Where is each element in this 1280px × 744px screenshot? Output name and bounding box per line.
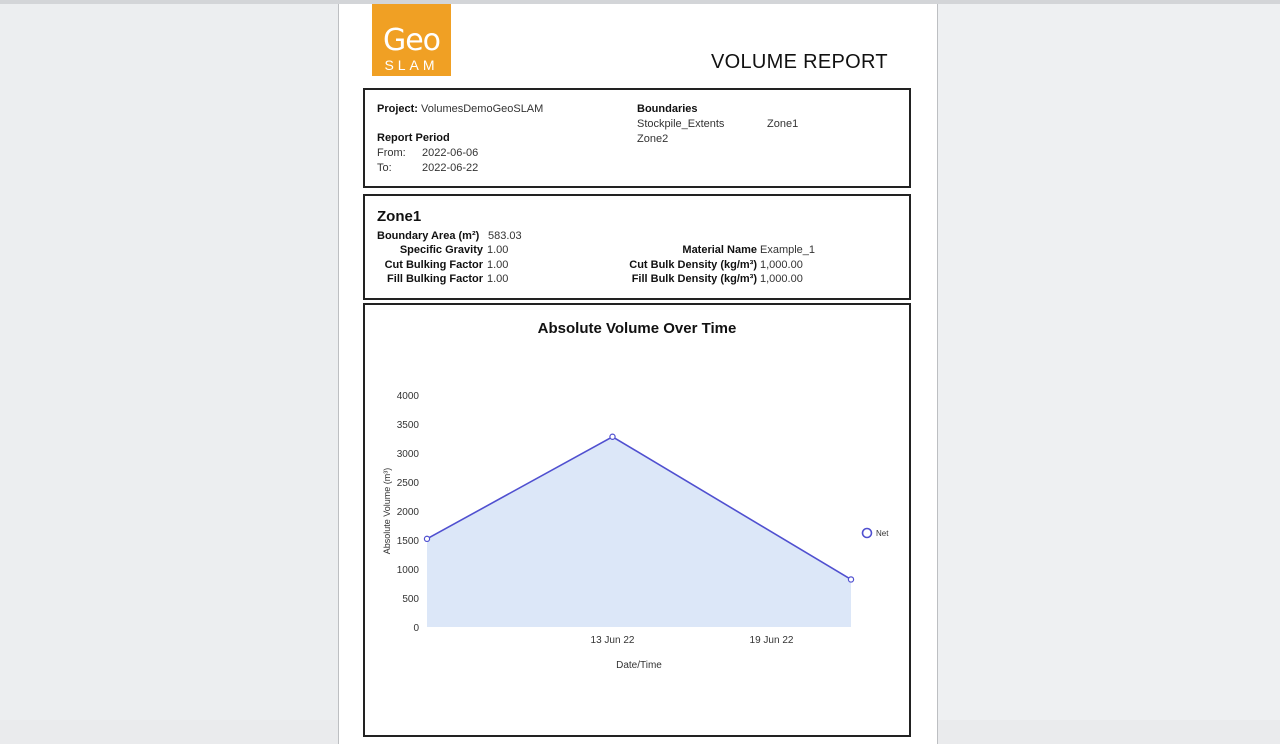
project-value: VolumesDemoGeoSLAM — [421, 103, 544, 115]
to-label: To: — [377, 162, 392, 174]
viewer-background-right — [936, 4, 1280, 720]
report-title: VOLUME REPORT — [711, 51, 888, 73]
y-axis-label: Absolute Volume (m³) — [382, 467, 392, 555]
chart-title: Absolute Volume Over Time — [537, 320, 737, 337]
x-tick-label: 19 Jun 22 — [749, 635, 794, 646]
cut-bulking-value: 1.00 — [487, 259, 509, 271]
boundary-item: Stockpile_Extents — [637, 118, 725, 130]
fill-density-value: 1,000.00 — [760, 273, 803, 285]
y-tick-label: 500 — [402, 594, 419, 605]
logo-geo-text: Geo — [382, 23, 441, 58]
report-period-label: Report Period — [377, 132, 450, 144]
y-tick-label: 2000 — [396, 507, 419, 518]
y-tick-label: 4000 — [396, 391, 419, 402]
logo-slam-text: SLAM — [384, 57, 439, 73]
fill-bulking-value: 1.00 — [487, 273, 509, 285]
net-data-point — [424, 536, 429, 541]
viewer-background-left — [0, 4, 338, 720]
specific-gravity-value: 1.00 — [487, 244, 509, 256]
material-name-label: Material Name — [682, 244, 757, 256]
y-tick-label: 3000 — [396, 449, 419, 460]
geoslam-logo — [372, 4, 451, 76]
boundary-area-label: Boundary Area (m²) — [377, 230, 480, 242]
material-name-value: Example_1 — [760, 244, 816, 256]
x-tick-label: 13 Jun 22 — [590, 635, 635, 646]
boundary-area-value: 583.03 — [488, 230, 522, 242]
zone-title: Zone1 — [377, 208, 422, 225]
y-tick-label: 3500 — [396, 420, 419, 431]
net-data-point — [848, 577, 853, 582]
y-tick-label: 1500 — [396, 536, 419, 547]
cut-bulking-label: Cut Bulking Factor — [384, 259, 483, 271]
report-page — [338, 4, 938, 744]
boundary-item: Zone1 — [767, 118, 799, 130]
from-value: 2022-06-06 — [422, 147, 479, 159]
legend-net-marker — [863, 529, 872, 538]
cut-density-label: Cut Bulk Density (kg/m³) — [629, 259, 757, 271]
net-area-fill — [427, 437, 851, 627]
x-axis-label: Date/Time — [616, 660, 662, 671]
chart-box — [363, 303, 911, 737]
project-row — [377, 103, 543, 115]
specific-gravity-label: Specific Gravity — [399, 244, 483, 256]
boundary-item: Zone2 — [637, 133, 669, 145]
project-label: Project: — [377, 103, 418, 115]
zone-details-box — [363, 194, 911, 300]
project-info-box — [363, 88, 911, 188]
boundaries-label: Boundaries — [637, 103, 698, 115]
fill-bulking-label: Fill Bulking Factor — [387, 273, 483, 285]
to-value: 2022-06-22 — [422, 162, 479, 174]
volume-chart — [365, 305, 909, 715]
fill-density-label: Fill Bulk Density (kg/m³) — [631, 273, 757, 285]
cut-density-value: 1,000.00 — [760, 259, 803, 271]
y-tick-label: 1000 — [396, 565, 419, 576]
legend-net-label: Net — [876, 529, 889, 538]
y-tick-label: 0 — [413, 623, 419, 634]
from-label: From: — [377, 147, 406, 159]
net-data-point — [610, 434, 615, 439]
y-tick-label: 2500 — [396, 478, 419, 489]
